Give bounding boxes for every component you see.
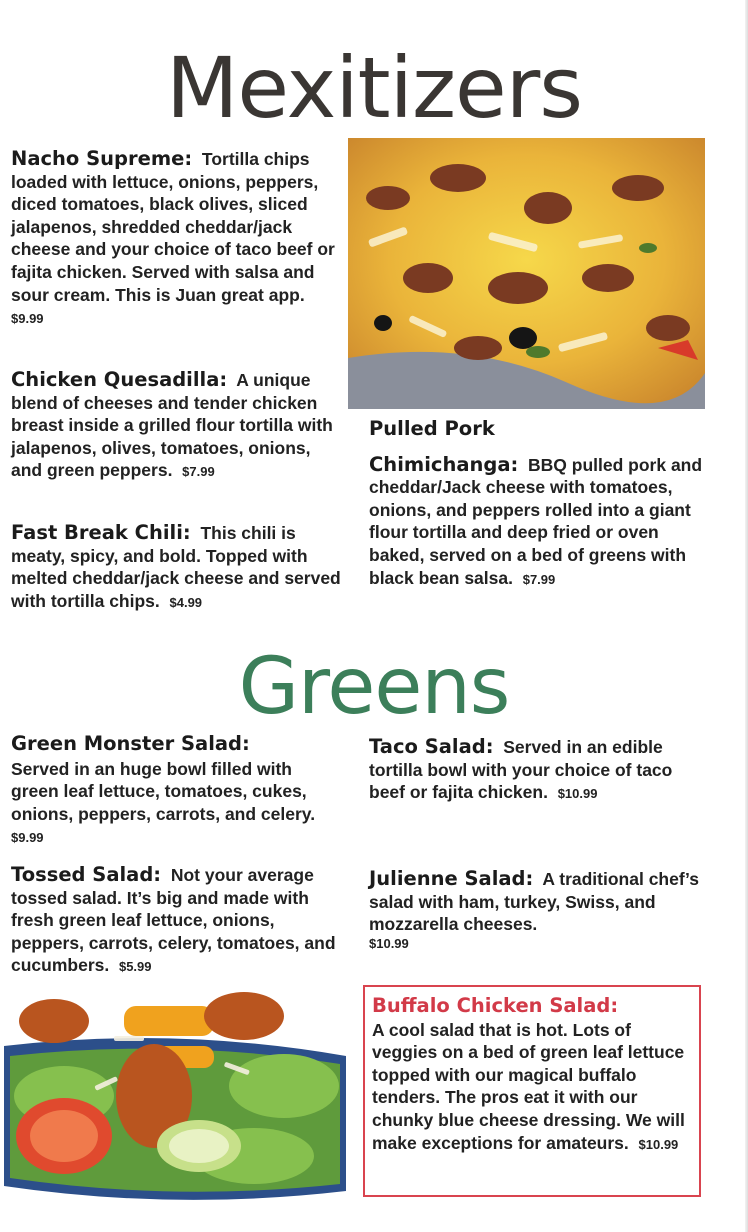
item-price: $5.99 (118, 959, 152, 975)
item-name: Taco Salad: (369, 735, 494, 758)
item-price: $7.99 (182, 464, 215, 480)
menu-item-taco-salad (369, 736, 703, 806)
item-name: Nacho Supreme: (11, 147, 193, 170)
menu-item-chicken-quesadilla (11, 369, 341, 484)
item-description: Served in an edible tortilla bowl with your choice of taco beef or fajita chicken. (369, 737, 673, 803)
item-price: $10.99 (557, 786, 598, 802)
menu-item-green-monster-salad (11, 733, 341, 850)
item-name: Julienne Salad: (369, 867, 534, 890)
menu-item-fast-break-chili (11, 522, 347, 614)
item-price: $7.99 (522, 571, 556, 587)
item-name-line2: Chimichanga: (369, 452, 519, 476)
item-name: Buffalo Chicken Salad: (372, 994, 619, 1017)
item-description: A traditional chef’s salad with ham, turkey, Swiss, and mozzarella cheeses. (369, 869, 699, 935)
item-price: $9.99 (11, 830, 44, 846)
menu-item-julienne-salad (369, 868, 703, 952)
item-name: Chicken Quesadilla: (11, 368, 228, 391)
item-name-line1: Pulled Pork (369, 417, 495, 440)
menu-item-nacho-supreme (11, 148, 341, 331)
item-price: $9.99 (11, 311, 44, 327)
item-description: Served in an huge bowl filled with green leaf lettuce, tomatoes, cukes, onions, peppers, carrots, and celery. (11, 758, 316, 824)
buffalo-salad-photo (4, 986, 346, 1204)
menu-item-pulled-pork-chimichanga (369, 418, 703, 591)
item-description: Tortilla chips loaded with lettuce, onions, peppers, diced tomatoes, black olives, sliced jalapenos, shredded cheddar/jack cheese and your choice of taco beef or fajita chicken. Served with salsa and sour cream. This is Juan great app. (11, 149, 335, 305)
menu-item-tossed-salad (11, 864, 347, 979)
item-name: Tossed Salad: (11, 863, 162, 886)
mexitizers-title: Mexitizers (165, 39, 583, 137)
nachos-photo (348, 138, 705, 409)
greens-title: Greens (238, 642, 510, 732)
item-description: A cool salad that is hot. Lots of veggies on a bed of green leaf lettuce topped with our magical buffalo tenders. The pros eat it with our chunky blue cheese dressing. We will make exceptions for amateurs. (372, 1019, 685, 1153)
item-name: Green Monster Salad: (11, 732, 250, 755)
item-description: Not your average tossed salad. It’s big and made with fresh green leaf lettuce, onions, peppers, carrots, celery, tomatoes, and cucumbers. (11, 865, 336, 976)
item-description: A unique blend of cheeses and tender chicken breast inside a grilled flour tortilla with jalapenos, olives, tomatoes, onions, and green peppers. (11, 370, 333, 481)
menu-item-buffalo-chicken-salad (372, 995, 694, 1156)
item-price: $4.99 (169, 594, 203, 610)
item-price: $10.99 (369, 935, 409, 951)
buffalo-chicken-salad-box (363, 985, 701, 1197)
item-description: This chili is meaty, spicy, and bold. Topped with melted cheddar/jack cheese and served with tortilla chips. (11, 523, 341, 611)
item-description: BBQ pulled pork and cheddar/Jack cheese with tomatoes, onions, and peppers rolled into a giant flour tortilla and deep fried or oven baked, served on a bed of greens with black bean salsa. (369, 454, 703, 588)
item-price: $10.99 (638, 1136, 679, 1152)
item-name: Fast Break Chili: (11, 521, 191, 544)
